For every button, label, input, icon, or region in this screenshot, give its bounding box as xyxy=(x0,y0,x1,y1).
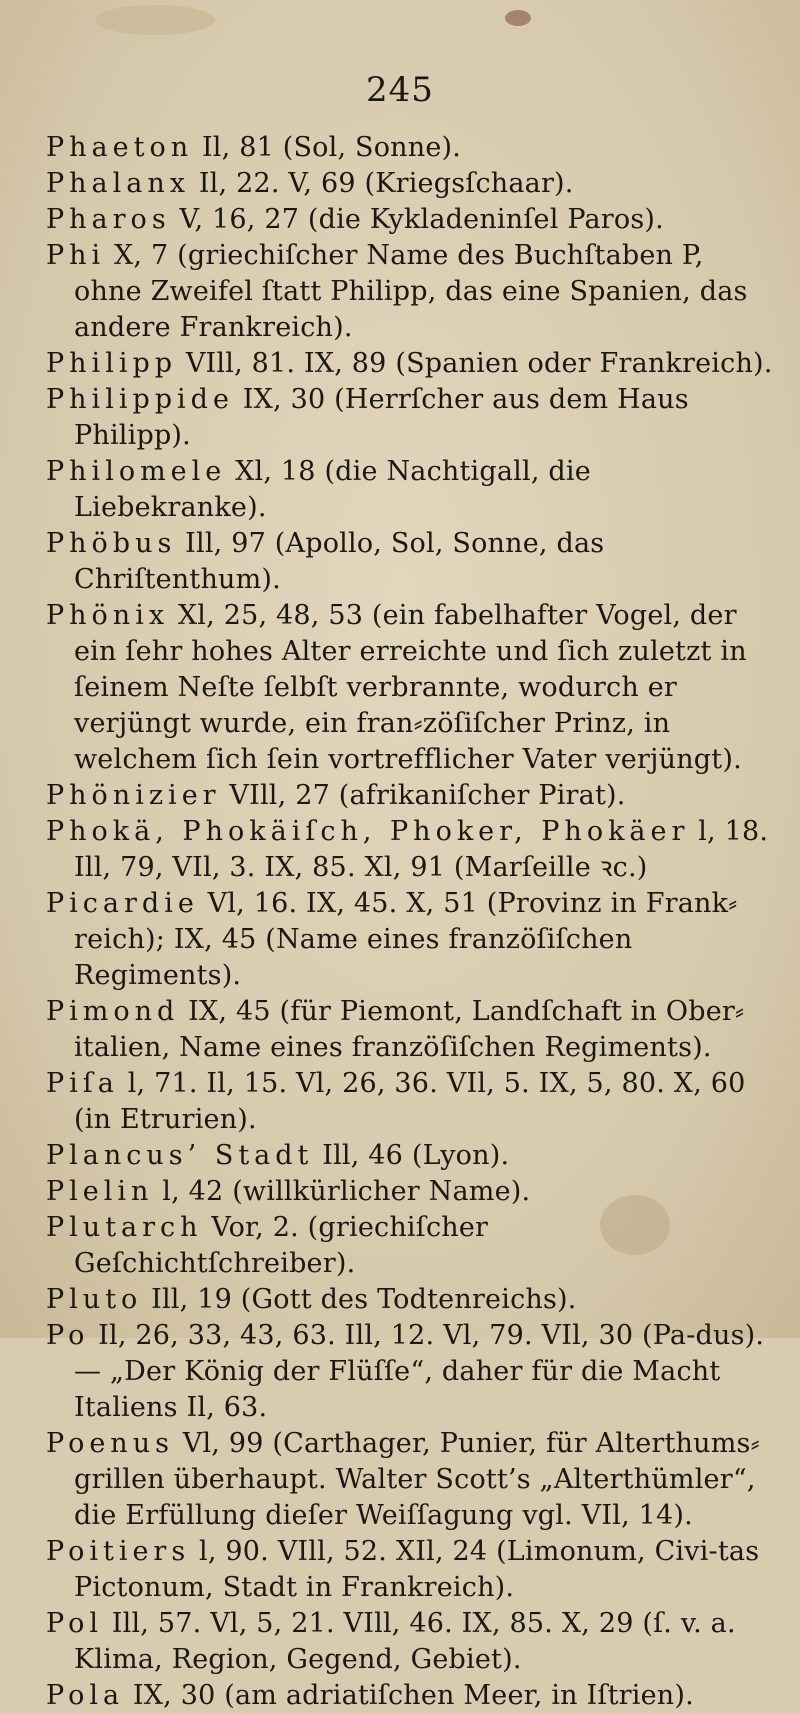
index-entry xyxy=(46,526,776,598)
entry-headword: Pimond xyxy=(46,996,180,1027)
index-entry xyxy=(46,1534,776,1606)
entry-headword: Phönix xyxy=(46,600,170,631)
index-entry xyxy=(46,346,776,382)
index-entry xyxy=(46,1318,776,1426)
entry-text: VIll, 27 (afrikaniſcher Pirat). xyxy=(229,780,626,811)
index-entry xyxy=(46,1210,776,1282)
index-entry xyxy=(46,598,776,778)
index-entry xyxy=(46,814,776,886)
entry-headword: Phönizier xyxy=(46,780,221,811)
entry-text: Ill, 57. Vl, 5, 21. VIll, 46. IX, 85. X, 29 (ſ. v. a. Klima, Region, Gegend, Gebiet). xyxy=(74,1608,736,1675)
entry-headword: Po xyxy=(46,1320,90,1351)
entry-headword: Plutarch xyxy=(46,1212,203,1243)
entry-headword: Philippide xyxy=(46,384,234,415)
entry-headword: Pluto xyxy=(46,1284,143,1315)
entry-text: IX, 30 (am adriatiſchen Meer, in Iſtrien). xyxy=(132,1680,694,1711)
entry-text: Xl, 25, 48, 53 (ein fabelhafter Vogel, der ein ſehr hohes Alter erreichte und ſich zuletzt in ſeinem Neſte ſelbſt verbrannte, wodurch er verjüngt wurde, ein fran⸗zöſiſcher Prinz, in welchem ſich ſein vortrefflicher Vater verjüngt). xyxy=(74,600,747,775)
entry-text: Vl, 16. IX, 45. X, 51 (Provinz in Frank⸗reich); IX, 45 (Name eines franzöſiſchen Regiments). xyxy=(74,888,738,991)
index-entry xyxy=(46,238,776,346)
index-entry xyxy=(46,994,776,1066)
entry-text: IX, 45 (für Piemont, Landſchaft in Ober⸗italien, Name eines franzöſiſchen Regiments). xyxy=(74,996,745,1063)
entry-text: Ill, 97 (Apollo, Sol, Sonne, das Chriſtenthum). xyxy=(74,528,605,595)
entry-headword: Pol xyxy=(46,1608,103,1639)
index-entry xyxy=(46,778,776,814)
index-entry xyxy=(46,130,776,166)
entry-headword: Pharos xyxy=(46,204,171,235)
entry-headword: Phöbus xyxy=(46,528,177,559)
entry-text: VIll, 81. IX, 89 (Spanien oder Frankreich). xyxy=(185,348,773,379)
entry-headword: Picardie xyxy=(46,888,199,919)
index-entry xyxy=(46,382,776,454)
index-entry xyxy=(46,1606,776,1678)
index-entry xyxy=(46,202,776,238)
index-entry xyxy=(46,1282,776,1318)
entry-text: l, 42 (willkürlicher Name). xyxy=(162,1176,531,1207)
paper-stain xyxy=(95,5,215,35)
index-entry xyxy=(46,454,776,526)
index-entry xyxy=(46,1066,776,1138)
entry-text: V, 16, 27 (die Kykladeninſel Paros). xyxy=(179,204,664,235)
index-entry xyxy=(46,886,776,994)
entry-headword: Poenus xyxy=(46,1428,174,1459)
entry-headword: Pola xyxy=(46,1680,125,1711)
entry-text: Xl, 18 (die Nachtigall, die Liebekranke). xyxy=(74,456,591,523)
paper-stain xyxy=(505,10,531,26)
entry-text: l, 18. Ill, 79, VIl, 3. IX, 85. Xl, 91 (Marſeille ꝛc.) xyxy=(74,816,769,883)
entry-headword: Phokä, Phokäiſch, Phoker, Phokäer xyxy=(46,816,690,847)
entry-text: l, 90. VIll, 52. XIl, 24 (Limonum, Civi-tas Pictonum, Stadt in Frankreich). xyxy=(74,1536,760,1603)
entry-text: Il, 26, 33, 43, 63. Ill, 12. Vl, 79. VIl, 30 (Pa-dus). — „Der König der Flüſſe“, daher für die Macht Italiens Il, 63. xyxy=(74,1320,765,1423)
entry-text: X, 7 (griechiſcher Name des Buchſtaben P, ohne Zweifel ſtatt Philipp, das eine Spanien, das andere Frankreich). xyxy=(74,240,748,343)
index-entry xyxy=(46,166,776,202)
entry-headword: Phi xyxy=(46,240,106,271)
index-entry-list xyxy=(46,130,776,1714)
entry-text: Ill, 19 (Gott des Todtenreichs). xyxy=(151,1284,577,1315)
entry-text: IX, 30 (Herrſcher aus dem Haus Philipp). xyxy=(74,384,689,451)
entry-headword: Phaeton xyxy=(46,132,194,163)
entry-headword: Plelin xyxy=(46,1176,154,1207)
index-entry xyxy=(46,1678,776,1714)
index-entry xyxy=(46,1174,776,1210)
entry-text: Il, 81 (Sol, Sonne). xyxy=(201,132,462,163)
entry-headword: Philomele xyxy=(46,456,227,487)
entry-headword: Plancus’ Stadt xyxy=(46,1140,314,1171)
entry-headword: Phalanx xyxy=(46,168,191,199)
entry-headword: Piſa xyxy=(46,1068,119,1099)
entry-text: Vor, 2. (griechiſcher Geſchichtſchreiber). xyxy=(74,1212,489,1279)
page-number: 245 xyxy=(366,70,434,110)
entry-text: Il, 22. V, 69 (Kriegsſchaar). xyxy=(198,168,574,199)
entry-headword: Philipp xyxy=(46,348,178,379)
entry-text: Vl, 99 (Carthager, Punier, für Alterthums⸗grillen überhaupt. Walter Scott’s „Alterthümler“, die Erfüllung dieſer Weiſſagung vgl. VIl, 14). xyxy=(74,1428,760,1531)
entry-text: l, 71. Il, 15. Vl, 26, 36. VIl, 5. IX, 5, 80. X, 60 (in Etrurien). xyxy=(74,1068,746,1135)
entry-headword: Poitiers xyxy=(46,1536,191,1567)
index-entry xyxy=(46,1138,776,1174)
index-entry xyxy=(46,1426,776,1534)
entry-text: Ill, 46 (Lyon). xyxy=(322,1140,510,1171)
